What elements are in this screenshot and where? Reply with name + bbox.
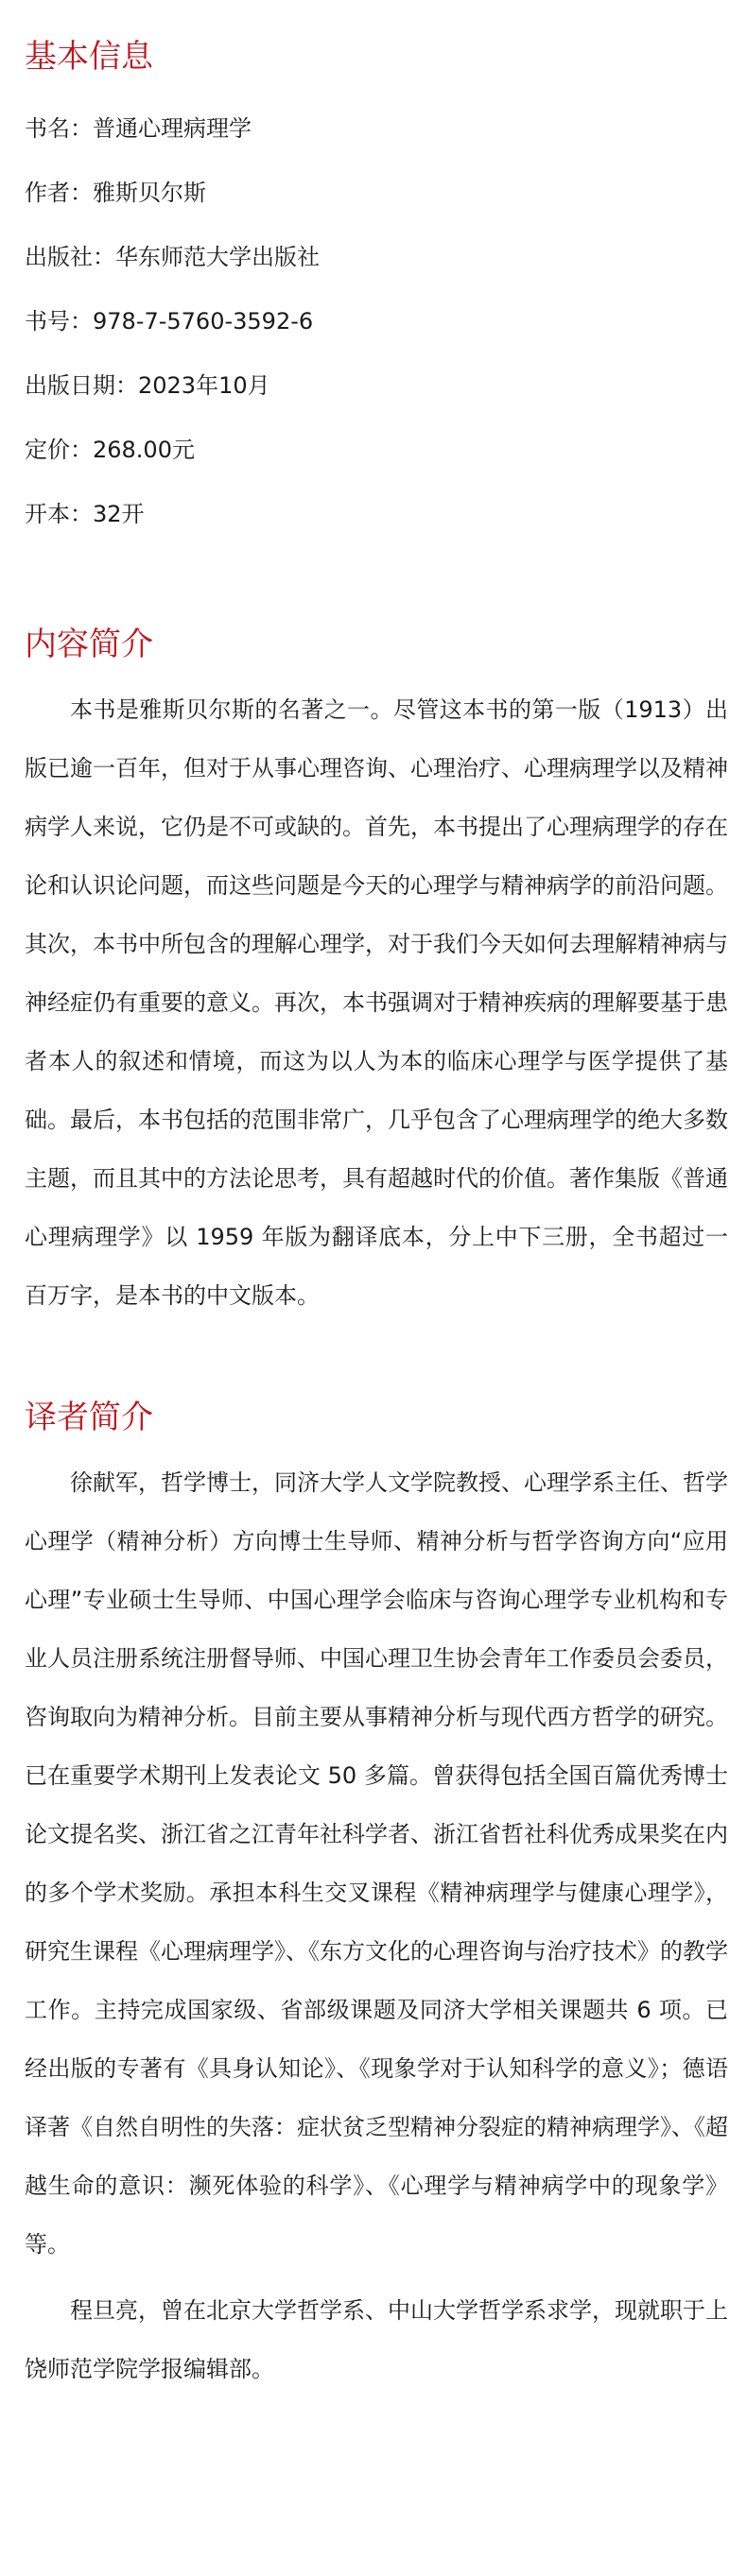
publish-date-row: 出版日期：2023年10月: [25, 372, 270, 399]
author-row: 作者：雅斯贝尔斯: [25, 180, 206, 206]
intro-heading: 内容简介: [25, 626, 153, 663]
basic-info-heading: 基本信息: [25, 38, 153, 76]
price-row: 定价：268.00元: [25, 437, 195, 463]
publisher-row: 出版社：华东师范大学出版社: [25, 244, 320, 270]
basic-info-list: [25, 115, 728, 527]
isbn-row: 书号：978-7-5760-3592-6: [25, 308, 314, 335]
intro-paragraph: 本书是雅斯贝尔斯的名著之一。尽管这本书的第一版（1913）出版已逾一百年，但对于从事心理咨询、心理治疗、心理病理学以及精神病学人来说，它仍是不可或缺的。首先，本书提出了心理病理学的存在论和认识论问题，而这些问题是今天的心理学与精神病学的前沿问题。其次，本书中所包含的理解心理学，对于我们今天如何去理解精神病与神经症仍有重要的意义。再次，本书强调对于精神疾病的理解要基于患者本人的叙述和情境，而这为以人为本的临床心理学与医学提供了基础。最后，本书包括的范围非常广，几乎包含了心理病理学的绝大多数主题，而且其中的方法论思考，具有超越时代的价值。著作集版《普通心理病理学》以 1959 年版为翻译底本，分上中下三册，全书超过一百万字，是本书的中文版本。: [25, 696, 728, 1309]
translator-paragraph: 徐献军，哲学博士，同济大学人文学院教授、心理学系主任、哲学心理学（精神分析）方向博士生导师、精神分析与哲学咨询方向“应用心理”专业硕士生导师、中国心理学会临床与咨询心理学专业机构和专业人员注册系统注册督导师、中国心理卫生协会青年工作委员会委员，咨询取向为精神分析。目前主要从事精神分析与现代西方哲学的研究。已在重要学术期刊上发表论文 50 多篇。曾获得包括全国百篇优秀博士论文提名奖、浙江省之江青年社科学者、浙江省哲社科优秀成果奖在内的多个学术奖励。承担本科生交叉课程《精神病理学与健康心理学》，研究生课程《心理病理学》、《东方文化的心理咨询与治疗技术》的教学工作。主持完成国家级、省部级课题及同济大学相关课题共 6 项。已经出版的专著有《具身认知论》、《现象学对于认知科学的意义》；德语译著《自然自明性的失落：症状贫乏型精神分裂症的精神病理学》、《超越生命的意识：濒死体验的科学》、《心理学与精神病学中的现象学》等。: [25, 1469, 728, 2258]
translator-paragraph: 程旦亮，曾在北京大学哲学系、中山大学哲学系求学，现就职于上饶师范学院学报编辑部。: [25, 2297, 728, 2382]
book-title-row: 书名：普通心理病理学: [25, 115, 252, 142]
translator-heading: 译者简介: [25, 1399, 153, 1436]
format-row: 开本：32开: [25, 501, 145, 527]
